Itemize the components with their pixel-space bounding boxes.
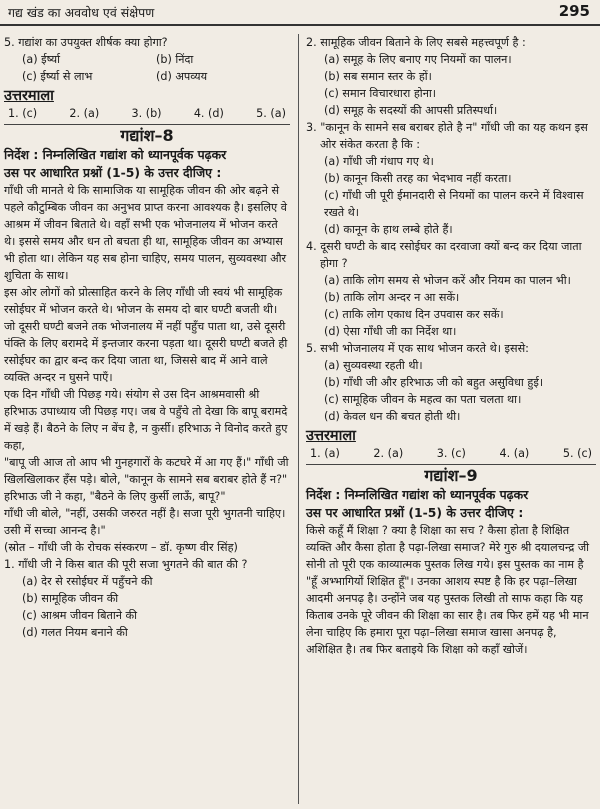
option-b: (b) सब समान स्तर के हों। xyxy=(324,70,432,83)
question-5: 5. गद्यांश का उपयुक्त शीर्षक क्या होगा? xyxy=(4,36,168,49)
answer-4: 4. (a) xyxy=(499,447,530,460)
option-a: (a) गाँधी जी गंधाप गए थे। xyxy=(324,155,434,168)
answer-key xyxy=(306,445,596,462)
option-b: (b) कानून किसी तरह का भेदभाव नहीं करता। xyxy=(324,172,512,185)
option-c: (c) आश्रम जीवन बिताने की xyxy=(22,609,138,622)
instruction-line-1: निर्देश : निम्नलिखित गद्यांश को ध्यानपूर्वक पढ़कर xyxy=(4,147,227,162)
passage-paragraph: एक दिन गाँधी जी पिछड़ गये। संयोग से उस दिन आश्रमवासी श्री हरिभाऊ उपाध्याय जी पिछड़ गए। जब वे पहुँचे तो देखा कि बापू बरामदे में खड़े हैं। बैठने के लिए न बेंच है, न कुर्सी। हरिभाऊ ने विनोद करते हुए कहा, xyxy=(4,388,288,452)
question-5-options xyxy=(4,51,290,85)
passage-paragraph: गाँधी जी बोले, "नहीं, उसकी जरुरत नहीं है। सजा पूरी भुगतनी चाहिए। उसी में सच्चा आनन्द है।" xyxy=(4,507,286,537)
option-b: (b) गाँधी जी और हरिभाऊ जी को बहुत असुविधा हुई। xyxy=(324,376,544,389)
answer-2: 2. (a) xyxy=(373,447,404,460)
source-citation: (स्रोत – गाँधी जी के रोचक संस्करण – डॉ. कृष्ण वीर सिंह) xyxy=(4,541,238,554)
option-a: (a) देर से रसोईघर में पहुँचने की xyxy=(22,575,153,588)
passage-paragraph: "बापू जी आज तो आप भी गुनहगारों के कटघरे में आ गए हैं।" गाँधी जी खिलखिलाकर हँस पड़े। बोले, "कानून के सामने सब बराबर होते हैं न?" हरिभाऊ जी ने कहा, "बैठने के लिए कुर्सी लाऊँ, बापू?" xyxy=(4,456,289,503)
answer-4: 4. (d) xyxy=(193,107,224,120)
answer-key xyxy=(4,105,290,122)
option-d: (d) कानून के हाथ लम्बे होते हैं। xyxy=(324,223,453,236)
answer-3: 3. (b) xyxy=(131,107,162,120)
option-c: (c) ईर्ष्या से लाभ xyxy=(22,70,93,83)
passage-paragraph: किसे कहूँ मैं शिक्षा ? क्या है शिक्षा का सच ? कैसा होता है शिक्षित व्यक्ति और कैसा होता है पढ़ा-लिखा समाज? मेरे गुरु श्री दयालचन्द्र जी सोनी तो पूरी एक काव्यात्मक पुस्तक लिख गये। इस पुस्तक का नाम है "हूँ अभ्भागियों शिक्षित हूँ"। उनका आशय स्पष्ट है कि हर पढ़ा–लिखा आदमी अनपढ़ है। उन्होंने जब यह पुस्तक लिखी तो साफ कहा कि यह किताब उनके पूरे जीवन की शिक्षा का सार है। तब फिर हमें यह भी मान लेना चाहिए कि हमारा पूरा पढ़ा–लिखा समाज खासा अनपढ़ है, अशिक्षित है। तब फिर बताइये कि शिक्षा को कहाँ खोजें। xyxy=(306,524,590,656)
section-rule xyxy=(306,464,596,465)
answer-2: 2. (a) xyxy=(69,107,100,120)
answer-3: 3. (c) xyxy=(436,447,466,460)
question-5: 5. सभी भोजनालय में एक साथ भोजन करते थे। इससे: xyxy=(306,342,529,355)
option-a: (a) समूह के लिए बनाए गए नियमों का पालन। xyxy=(324,53,512,66)
option-a: (a) ईर्ष्या xyxy=(22,53,60,66)
option-d: (d) गलत नियम बनाने की xyxy=(22,626,128,639)
passage-paragraph: गाँधी जी मानते थे कि सामाजिक या सामूहिक जीवन की ओर बढ़ने से पहले कौटुम्बिक जीवन का अनुभव प्राप्त करना आवश्यक है। इसलिए वे आश्रम में जीवन बिताते थे। वहाँ सभी एक भोजनालय में भोजन करते थे। इससे समय और धन तो बचता ही था, सामूहिक जीवन का अभ्यास भी होता था। लेकिन यह सब होना चाहिए, समय पालन, सुव्यवस्था और शुचिता के साथ। xyxy=(4,184,288,282)
option-a: (a) सुव्यवस्था रहती थी। xyxy=(324,359,423,372)
option-c: (c) गाँधी जी पूरी ईमानदारी से नियमों का पालन करने में विश्वास रखते थे। xyxy=(324,189,584,219)
column-divider xyxy=(298,34,299,804)
page-header xyxy=(0,0,600,26)
question-2: 2. सामूहिक जीवन बिताने के लिए सबसे महत्त्वपूर्ण है : xyxy=(306,36,526,49)
answer-5: 5. (a) xyxy=(256,107,286,120)
option-d: (d) समूह के सदस्यों की आपसी प्रतिस्पर्धा। xyxy=(324,104,498,117)
answer-1: 1. (a) xyxy=(310,447,340,460)
question-3: 3. "कानून के सामने सब बराबर होते है न" गाँधी जी का यह कथन इस ओर संकेत करता है कि : xyxy=(306,121,588,151)
option-c: (c) सामूहिक जीवन के महत्व का पता चलता था। xyxy=(324,393,522,406)
instruction-line-1: निर्देश : निम्नलिखित गद्यांश को ध्यानपूर्वक पढ़कर xyxy=(306,487,529,502)
option-a: (a) ताकि लोग समय से भोजन करें और नियम का पालन भी। xyxy=(324,274,571,287)
answer-1: 1. (c) xyxy=(8,107,38,120)
question-4: 4. दूसरी घण्टी के बाद रसोईघर का दरवाजा क्यों बन्द कर दिया जाता होगा ? xyxy=(306,240,582,270)
option-c: (c) समान विचारधारा होना। xyxy=(324,87,437,100)
answer-key-heading: उत्तरमाला xyxy=(306,428,356,444)
answer-key-heading: उत्तरमाला xyxy=(4,88,54,104)
option-d: (d) ऐसा गाँधी जी का निर्देश था। xyxy=(324,325,457,338)
instruction-line-2: उस पर आधारित प्रश्नों (1-5) के उत्तर दीजिए : xyxy=(306,505,524,520)
passage-8-title: गद्यांश–8 xyxy=(120,126,174,145)
chapter-title: गद्य खंड का अववोध एवं संक्षेपण xyxy=(8,5,155,20)
passage-9-title: गद्यांश–9 xyxy=(424,466,478,485)
option-b: (b) ताकि लोग अन्दर न आ सकें। xyxy=(324,291,460,304)
answer-5: 5. (c) xyxy=(562,447,592,460)
right-column xyxy=(306,34,596,658)
passage-paragraph: इस ओर लोगों को प्रोत्साहित करने के लिए गाँधी जी स्वयं भी सामूहिक रसोईघर में भोजन करते थे। भोजन के समय दो बार घण्टी बजती थी। जो दूसरी घण्टी बजने तक भोजनालय में नहीं पहुँच पाता था, उसे दूसरी पंक्ति के लिए बरामदे में इन्तजार करना पड़ता था। दूसरी घण्टी बजते ही रसोईघर का द्वार बन्द कर दिया जाता था, जिससे बाद में आने वाले व्यक्ति अन्दर न घुसने पाएँ। xyxy=(4,286,288,384)
option-b: (b) निंदा xyxy=(156,53,194,66)
question-1: 1. गाँधी जी ने किस बात की पूरी सजा भुगतने की बात की ? xyxy=(4,558,248,571)
option-d: (d) केवल धन की बचत होती थी। xyxy=(324,410,461,423)
left-column xyxy=(4,34,290,641)
option-c: (c) ताकि लोग एकाध दिन उपवास कर सकें। xyxy=(324,308,504,321)
section-rule xyxy=(4,124,290,125)
option-b: (b) सामूहिक जीवन की xyxy=(22,592,119,605)
instruction-line-2: उस पर आधारित प्रश्नों (1-5) के उत्तर दीजिए : xyxy=(4,165,222,180)
page-number: 295 xyxy=(558,2,590,20)
option-d: (d) अपव्यय xyxy=(156,70,208,83)
